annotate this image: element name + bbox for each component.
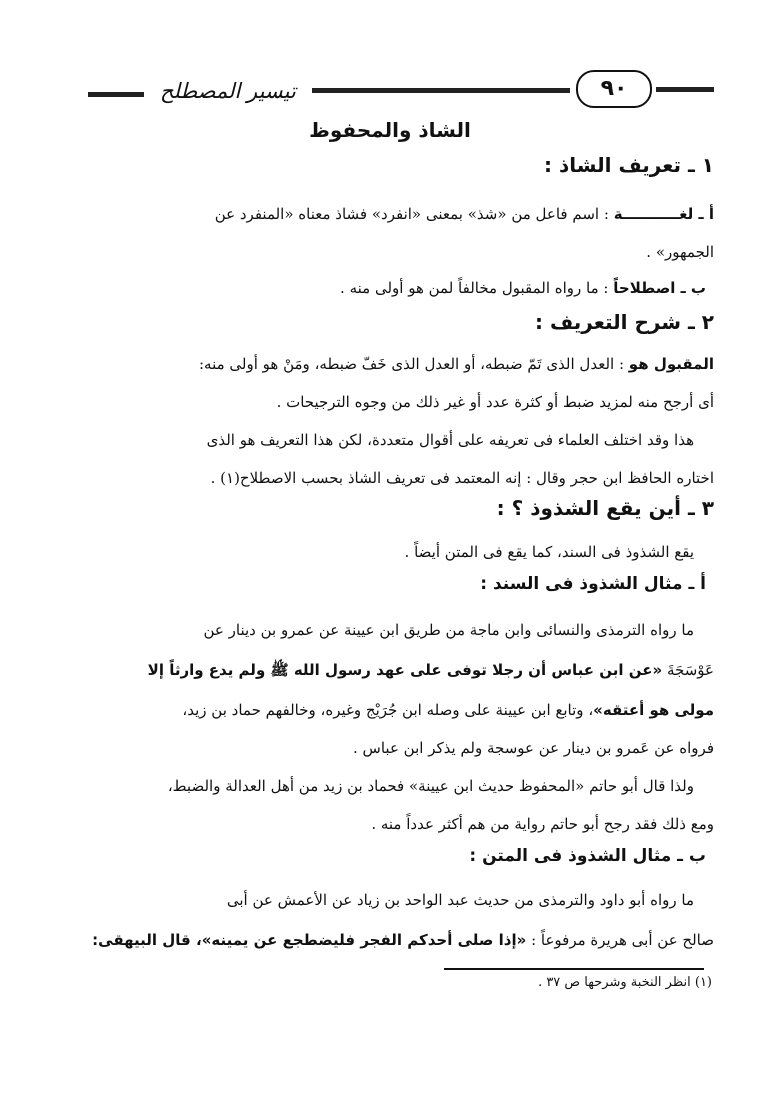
text-plain: ، قال البيهقى: xyxy=(92,931,202,949)
footnote-divider xyxy=(444,968,704,970)
paragraph-hadith-3 xyxy=(66,922,714,958)
text-hadith: «إذا صلى أحدكم الفجر فليضطجع عن يمينه» xyxy=(201,931,527,949)
paragraph-line: هذا وقد اختلف العلماء فى تعريفه على أقوال متعددة، لكن هذا التعريف هو الذى xyxy=(206,431,694,449)
text-istilah: : ما رواه المقبول مخالفاً لمن هو أولى منه . xyxy=(340,279,609,297)
section-heading-3: ٣ ـ أين يقع الشذوذ ؟ : xyxy=(496,496,714,520)
text-maqbul: : العدل الذى تَمّ ضبطه، أو العدل الذى خَفّ ضبطه، ومَنْ هو أولى منه: xyxy=(199,355,625,373)
paragraph-hadith-1 xyxy=(66,652,714,688)
page-title: الشاذ والمحفوظ xyxy=(309,118,471,142)
section-heading-1: ١ ـ تعريف الشاذ : xyxy=(544,153,714,177)
paragraph-lugha-cont: الجمهور» . xyxy=(646,243,714,261)
header-book-title: تيسير المصطلح xyxy=(160,79,296,103)
paragraph-line: ولذا قال أبو حاتم «المحفوظ حديث ابن عيينة» فحماد بن زيد من أهل العدالة والضبط، xyxy=(167,777,694,795)
paragraph-maqbul xyxy=(66,346,714,382)
paragraph-hadith-2 xyxy=(66,692,714,728)
text-plain: ، وتابع ابن عيينة على وصله ابن جُرَيْج وغيره، وخالفهم حماد بن زيد، xyxy=(182,701,594,719)
subheading-sanad: أ ـ مثال الشذوذ فى السند : xyxy=(480,574,706,594)
paragraph-line: ما رواه الترمذى والنسائى وابن ماجة من طريق ابن عيينة عن عمرو بن دينار عن xyxy=(203,621,694,639)
text-plain: صالح عن أبى هريرة مرفوعاً : xyxy=(531,931,714,949)
paragraph-line: يقع الشذوذ فى السند، كما يقع فى المتن أيضاً . xyxy=(404,543,694,561)
text-lugha: : اسم فاعل من «شذ» بمعنى «انفرد» فشاذ معناه «المنفرد عن xyxy=(214,205,609,223)
subheading-matn: ب ـ مثال الشذوذ فى المتن : xyxy=(469,846,706,866)
text-hadith: مولى هو أعتقه» xyxy=(593,701,714,719)
page-number: ٩٠ xyxy=(576,70,652,108)
paragraph-istilah xyxy=(58,270,706,306)
paragraph-line: اختاره الحافظ ابن حجر وقال : إنه المعتمد فى تعريف الشاذ بحسب الاصطلاح(١) . xyxy=(210,469,714,487)
text-hadith: «عن ابن عباس أن رجلا توفى على عهد رسول الله ﷺ ولم يدع وارثاً إلا xyxy=(147,661,663,679)
paragraph-lugha xyxy=(66,196,714,232)
footnote: (١) انظر النخبة وشرحها ص ٣٧ . xyxy=(538,975,712,990)
section-heading-2: ٢ ـ شرح التعريف : xyxy=(534,310,714,334)
paragraph-line: فرواه عن عَمرو بن دينار عن عوسجة ولم يذكر ابن عباس . xyxy=(353,739,714,757)
paragraph-line: ما رواه أبو داود والترمذى من حديث عبد الواحد بن زياد عن الأعمش عن أبى xyxy=(226,891,694,909)
paragraph-line: ومع ذلك فقد رجح أبو حاتم رواية من هم أكثر عدداً منه . xyxy=(371,815,714,833)
label-maqbul: المقبول هو xyxy=(628,355,714,373)
text-plain: عَوْسَجَةَ xyxy=(667,661,714,679)
header-rule-middle xyxy=(312,88,570,93)
header-rule-left xyxy=(88,92,144,97)
label-lugha: أ ـ لغـــــــــــة xyxy=(613,205,714,223)
header-rule-right xyxy=(656,87,714,92)
label-istilah: ب ـ اصطلاحاً xyxy=(613,279,706,297)
paragraph-line: أى أرجح منه لمزيد ضبط أو كثرة عدد أو غير ذلك من وجوه الترجيحات . xyxy=(276,393,714,411)
